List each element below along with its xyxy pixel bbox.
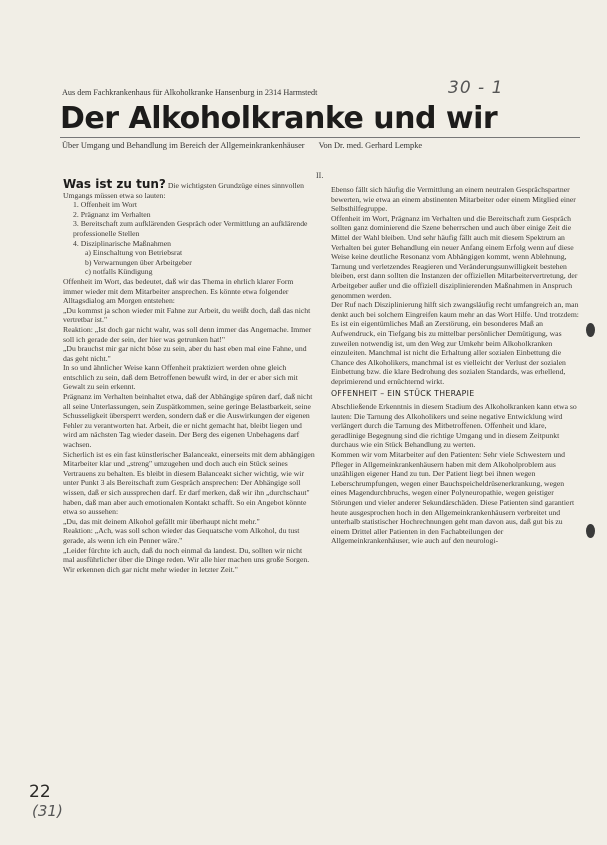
article-title: Der Alkoholkranke und wir: [60, 101, 498, 136]
body-paragraph: Ebenso fällt sich häufig die Vermittlung an einem neutralen Gesprächspartner bewerten, wie etwa an einem abstinenten Mitarbeiter oder einem Mitglied einer Selbsthilfegruppe.: [331, 185, 576, 214]
title-divider: [60, 137, 580, 138]
article-subtitle: [62, 141, 422, 150]
body-paragraph: „Du, das mit deinem Alkohol gefällt mir überhaupt nicht mehr.": [63, 516, 260, 526]
body-paragraph: In so und ähnlicher Weise kann Offenheit praktiziert werden ohne gleich entschlich zu sein, daß dem Betroffenen bewußt wird, in der er aber sich mit Gewalt zu sein erkennt.: [63, 363, 298, 392]
body-paragraph: Offenheit im Wort, Prägnanz im Verhalten und die Bereitschaft zum Gespräch sollten ganz dominierend die Szene beherrschen und auch über einige Zeit die Mittel der Wahl bleiben. Und sehr häufig fällt auch mit diesem Spektrum an Verhalten bei guter Behandlung ein neuer Anfang einem Erfolg wenn auf diese Weise keine deutliche Resonanz vom Abhängigen kommt, wenn Ablehnung, Tarnung und verletzendes Reagieren und Veränderungsunwilligkeit bestehen bleiben, erst dann sollten die Instanzen der offiziellen Mitarbeitervertretung, der Arbeitgeber außer und die offiziell disziplinierenden Maßnahmen in Anspruch genommen werden.: [331, 213, 578, 300]
section-heading: OFFENHEIT – EIN STÜCK THERAPIE: [331, 389, 475, 399]
source-line: Aus dem Fachkrankenhaus für Alkoholkranke Hansenburg in 2314 Harmstedt: [62, 88, 318, 97]
body-paragraph: Offenheit im Wort, das bedeutet, daß wir das Thema in ehrlich klarer Form immer wieder mit dem Mitarbeiter ansprechen. Es könnte etwa folgender Alltagsdialog am Morgen entstehen:: [63, 276, 294, 306]
body-paragraph: „Du kommst ja schon wieder mit Fahne zur Arbeit, du weißt doch, daß das nicht vertretbar ist.": [63, 305, 311, 325]
sublist-item: b) Verwarnungen über Arbeitgeber: [85, 257, 192, 267]
list-item: 2. Prägnanz im Verhalten: [73, 209, 151, 219]
handwritten-annotation: 30 - 1: [448, 78, 504, 98]
right-column: [331, 185, 579, 546]
body-paragraph: Kommen wir vom Mitarbeiter auf den Patienten: Sehr viele Schwestern und Pfleger in Allgemeinkrankenhäusern haben mit dem Alkoholproblem aus unzähligen eigener Hand zu tun. Der Patient liegt bei ihnen wegen Leberschrumpfungen, wegen einer Bauchspeicheldrüsenerkrankung, wegen eines Magendurchbruchs, wegen einer Polyneuropathie, wegen geistiger Störungen und vieler anderer Sekundärschäden. Diese Patienten sind garantiert heute ausgesprochen hoch in den Allgemeinkrankenhäusern verbreitet und unterhalb statistischer Hochrechnungen geht man davon aus, daß gut bis zu einem Drittel aller Patienten in den Fachabteilungen der Allgemeinkrankenhäuser, wie auch auf den neurologi-: [331, 450, 575, 546]
measure-list: [63, 200, 315, 277]
list-item: 4. Disziplinarische Maßnahmen: [73, 238, 171, 248]
body-paragraph: „Leider fürchte ich auch, daß du noch einmal da landest. Du, sollten wir nicht mal ausführlicher über die Dinge reden. Wir alle hier machen uns große Sorgen. Wir erkennen dich gar nicht mehr wieder in letzter Zeit.": [63, 545, 310, 574]
lead-heading: Was ist zu tun?: [63, 177, 166, 191]
sublist-item: c) notfalls Kündigung: [85, 267, 153, 277]
subtitle-text: Über Umgang und Behandlung im Bereich der Allgemeinkrankenhäuser: [62, 141, 305, 150]
body-paragraph: Reaktion: „Ist doch gar nicht wahr, was soll denn immer das Angemache. Immer soll ich gerade der sein, der hier was getrunken hat!": [63, 324, 312, 344]
sublist-item: a) Einschaltung von Betriebsrat: [85, 248, 183, 258]
punch-hole-icon: [586, 524, 595, 538]
body-paragraph: „Du brauchst mir gar nicht böse zu sein, aber du hast eben mal eine Fahne, und das geht nicht.": [63, 344, 307, 363]
author-line: Von Dr. med. Gerhard Lempke: [318, 141, 423, 150]
list-item: 3. Bereitschaft zum aufklärenden Gespräch oder Vermittlung an aufklärende professionelle Stellen: [73, 219, 308, 238]
left-column: [63, 177, 315, 574]
body-paragraph: Sicherlich ist es ein fast künstlerischer Balanceakt, einerseits mit dem abhängigen Mitarbeiter klar und „streng" umzugehen und doch auch ein Stück seines Vertrauens zu behalten. Es bleibt in diesem Balanceakt sicher wichtig, wie wir unter Punkt 3 als Bereitschaft zum Gespräch ansprechen: Der Abhängige soll wissen, daß er sich aussprechen darf. Er darf merken, daß wir ihn „durchschaut" haben, daß man aber auch emotionalen Kontakt schafft. So ein Angebot könnte etwa so aussehen:: [63, 449, 315, 517]
body-paragraph: Reaktion: „Ach, was soll schon wieder das Gequatsche vom Alkohol, du tust gerade, als wenn ich ein Penner wäre.": [63, 526, 300, 545]
punch-hole-icon: [586, 323, 595, 337]
lead-paragraph: [63, 177, 315, 200]
body-paragraph: Der Ruf nach Disziplinierung hilft sich zwangsläufig recht umfangreich an, man denkt auch bei solchem Eingreifen kaum mehr an das Wort Hilfe. Und trotzdem: Es ist ein eigentümliches Maß an Zerstörung, ein besonderes Maß an Aufwendruck, ein Tiefgang bis zu mittelbar persönlicher Demütigung, was zuweilen notwendig ist, um den Weg zur Umkehr beim Alkoholkranken einzuleiten. Manchmal ist nicht die Erhaltung aller sozialen Einbettung die Chance des Alkoholikers, manchmal ist es vielleicht der Verlust der sozialen Einbettung bzw. die klare Bedrohung des sozialen Standards, was erhellend, deprimierend und ernüchternd wirkt.: [331, 300, 579, 386]
section-marker: II.: [316, 171, 324, 180]
body-paragraph: Abschließende Erkenntnis in diesem Stadium des Alkoholkranken kann etwa so lauten: Die Tarnung des Alkoholikers und seine negative Entwicklung wird verlängert durch die Tarnung des Mitbetroffenen. Offenheit und klare, geradlinige Begegnung sind die richtige Umgang und in diesem Zeitpunkt durchaus wie ein Stück Behandlung zu werten.: [331, 402, 577, 450]
body-paragraph: Prägnanz im Verhalten beinhaltet etwa, daß der Abhängige spüren darf, daß nicht all seine Unterlassungen, sein Zuspätkommen, seine geringe Belastbarkeit, seine Schusseligkeit übersperrt werden, sondern daß er die Auswirkungen der eigenen Fehler zu verantworten hat. Arbeit, die er nicht gemacht hat, bleibt liegen und wird am nächsten Tag wieder dasein. Der Berg des eigenen Unbehagens darf wachsen.: [63, 392, 313, 450]
lead-intro: Die wichtigsten Grundzüge eines sinnvollen Umgangs müssen etwa so lauten:: [63, 181, 305, 200]
list-item: 1. Offenheit im Wort: [73, 200, 138, 210]
handwritten-page-note: (31): [32, 802, 63, 820]
page-number: 22: [29, 782, 51, 802]
